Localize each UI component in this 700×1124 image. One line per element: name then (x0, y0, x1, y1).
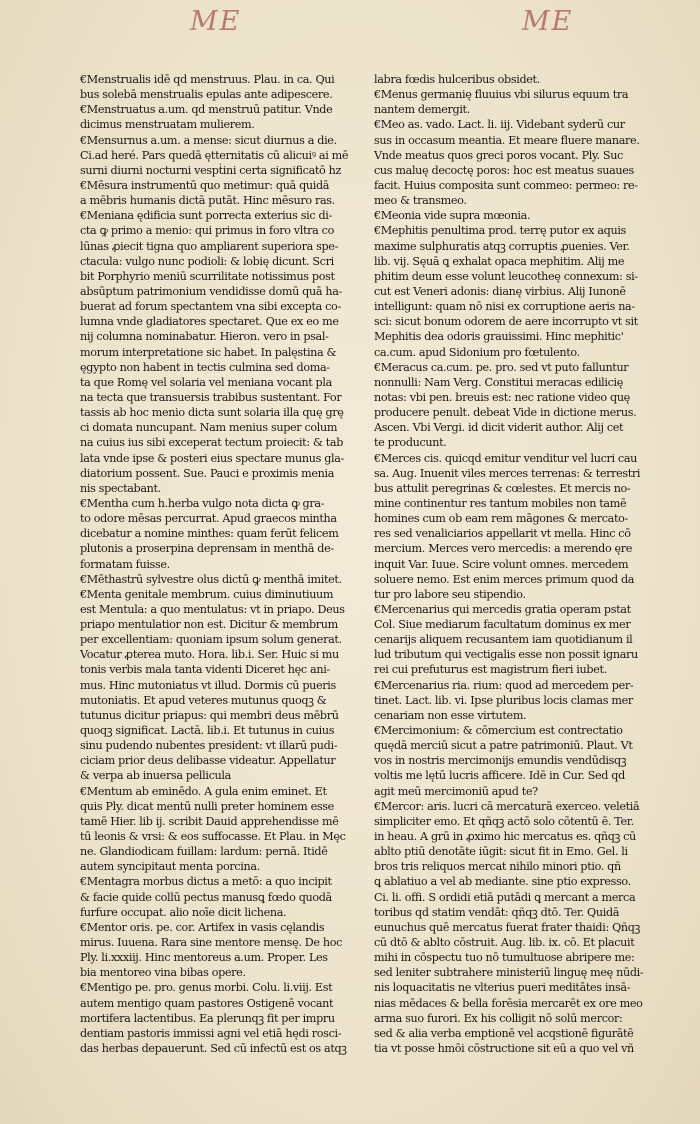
text-line: quoqꝫ significat. Lactā. lib.i. Et tutunus in cuius (80, 724, 335, 738)
text-line: €Mentum ab eminēdo. A gula enim eminet. Et (80, 784, 327, 798)
text-line: in heau. A grū in ꝓximo hic mercatus es. qñqꝫ cū (374, 830, 636, 844)
text-line: €Mentha cum h.herba vulgo nota dicta ꝙ gra- (80, 496, 325, 510)
text-line: facit. Huius composita sunt commeo: permeo: re- (374, 178, 638, 192)
text-line: €Mēsura instrumentū quo metimur: quā quidā (80, 178, 330, 192)
text-line: furfure occupat. alio noīe dicit lichena. (80, 905, 287, 919)
text-line: na tecta que transuersis trabibus sustentant. For (80, 390, 342, 404)
text-line: labra fœdis hulceribus obsidet. (374, 73, 540, 86)
text-line: lud tributum qui vectigalis esse non possit ignaru (374, 648, 638, 662)
text-line: morum interpretatione sic habet. In palęstina & (80, 345, 337, 359)
text-line: bia mentoreo vina bibas opere. (80, 966, 246, 980)
text-line: €Mercor: aris. lucri cā mercaturā exerceo. veletiā (374, 799, 640, 813)
text-line: bus attulit peregrinas & cœlestes. Et mercis no- (374, 481, 631, 495)
text-line: absūptum patrimonium vendidisse domū quā ha- (80, 284, 342, 298)
text-line: soluere nemo. Est enim merces primum quod da (374, 572, 635, 586)
text-line: €Menstruatus a.um. qd menstruū patitur. Vnde (80, 103, 333, 117)
text-line: ca.cum. apud Sidonium pro fœtulento. (374, 345, 580, 359)
text-line: tinet. Lact. lib. vi. Ipse pluribus locis clamas mer (374, 693, 633, 707)
text-line: ci domata nuncupant. Nam menius super colum (80, 421, 338, 435)
text-line: meo & transmeo. (374, 194, 467, 208)
text-line: diatorium possent. Sue. Pauci e proximis menia (80, 466, 335, 480)
text-line: mirus. Iuuena. Rara sine mentore mensę. De hoc (80, 936, 343, 950)
text-line: €Menta genitale membrum. cuius diminutiuum (80, 587, 334, 601)
text-line: ctacula: vulgo nunc podioli: & lobię dicunt. Scri (80, 254, 334, 268)
text-line: sed & alia verba emptionē vel acqstionē figurātē (374, 1026, 634, 1040)
text-line: inquit Var. Iuue. Scire volunt omnes. mercedem (374, 557, 629, 571)
text-line: voltis me lętū lucris afficere. Idē in Cur. Sed qd (374, 769, 625, 783)
text-line: bros tris reliquos mercat nihilo minori ptio. qñ (374, 860, 621, 874)
text-line: nis loquacitatis ne vlterius pueri meditātes insā- (374, 981, 631, 995)
text-line: cenarijs aliquem recusantem iam quotidianum il (374, 633, 633, 647)
text-line: cus maluę decoctę poros: hoc est meatus suaues (374, 163, 634, 177)
text-line: cū dtō & ablto cōstruit. Aug. lib. ix. cō. Et placuit (374, 936, 635, 950)
text-line: tamē Hier. lib ij. scribit Dauid apprehendisse mē (80, 814, 339, 828)
text-line: sci: sicut bonum odorem de aere incorrupto vt sit (374, 315, 638, 329)
text-line: €Mercenarius qui mercedis gratia operam pstat (374, 602, 631, 616)
text-line: res sed venaliciarios appellarit vt mella. Hinc cō (374, 527, 631, 541)
text-line: €Mēthastrū sylvestre olus dictū ꝙ menthā imitet. (80, 572, 342, 586)
text-column-left (80, 72, 370, 1112)
text-line: mercium. Merces vero mercedis: a merendo ęre (374, 542, 633, 556)
text-line: Mephitis dea odoris grauissimi. Hinc mephitic' (374, 330, 624, 344)
text-column-right (374, 72, 666, 1112)
text-line: cta ꝙ primo a menio: qui primus in foro vltra co (80, 224, 334, 238)
text-line: est Mentula: a quo mentulatus: vt in priapo. Deus (80, 602, 345, 616)
text-line: quędā merciū sicut a patre patrimoniū. Plaut. Vt (374, 739, 633, 753)
text-line: ne. Glandiodicam fuillam: lardum: pernā. Itidē (80, 845, 328, 859)
text-line: bus solebā menstrualis epulas ante adipescere. (80, 88, 333, 102)
text-line: nonnulli: Nam Verg. Constitui meracas edilicię (374, 375, 624, 389)
text-line: €Meniana ędificia sunt porrecta exterius sic di- (80, 209, 332, 223)
text-line: ta que Romę vel solaria vel meniana vocant pla (80, 375, 332, 389)
text-line: tutunus dicitur priapus: qui membri deus mēbrū (80, 708, 339, 722)
text-line: sed leniter subtrahere ministeriū linguę meę nūdi- (374, 966, 644, 980)
text-line: €Meo as. vado. Lact. li. iij. Videbant syderū cur (374, 118, 625, 132)
text-line: sinu pudendo nubentes president: vt illarū pudi- (80, 739, 338, 753)
text-line: homines cum ob eam rem māgones & mercato- (374, 512, 628, 526)
text-line: €Menstrualis idē qd menstruus. Plau. in ca. Qui (80, 73, 335, 86)
text-line: intelligunt: quam nō nisi ex corruptione aeris na- (374, 300, 635, 314)
text-line: €Merces cis. quicqd emitur venditur vel lucri cau (374, 451, 638, 465)
text-line: mine continentur res tantum mobiles non tamē (374, 496, 627, 510)
text-line: sus in occasum meantia. Et meare fluere manare. (374, 133, 640, 147)
text-line: producere penult. debeat Vide in dictione merus. (374, 406, 637, 420)
text-line: lumna vnde gladiatores spectaret. Que ex eo me (80, 315, 339, 329)
text-line: tia vt posse hmōi cōstructione sit eū a quo vel vñ (374, 1042, 634, 1055)
text-line: buerat ad forum spectantem vna sibi excepta co- (80, 300, 341, 314)
text-line: mortifera lactentibus. Ea plerunqꝫ fit per impru (80, 1011, 335, 1025)
text-line: €Mentor oris. pe. cor. Artifex in vasis cęlandis (80, 920, 325, 934)
text-line: simpliciter emo. Et qñqꝫ actō solo cōtentū ē. Ter. (374, 814, 634, 828)
text-line: agit meū mercimoniū apud te? (374, 784, 538, 798)
text-line: priapo mentulatior non est. Dicitur & membrum (80, 618, 338, 632)
text-line: nij columna nominabatur. Hieron. vero in psal- (80, 330, 329, 344)
text-line: tassis ab hoc menio dicta sunt solaria illa quę grę (80, 406, 344, 420)
text-line: €Mephitis penultima prod. terrę putor ex aquis (374, 224, 626, 238)
text-line: ciciam prior deus delibasse videatur. Appellatur (80, 754, 336, 768)
text-line: arma suo furori. Ex his colligit nō solū mercor: (374, 1011, 623, 1025)
text-line: tur pro labore seu stipendio. (374, 587, 526, 601)
text-line: lūnas ꝓiecit tigna quo ampliarent superiora spe- (80, 239, 338, 253)
text-line: eunuchus quē mercatus fuerat frater thaidi: Qñqꝫ (374, 920, 640, 934)
text-line: Ci. li. offi. S ordidi etiā putādi ꝗ mercant a merca (374, 890, 636, 904)
text-line: tū leonis & vrsi: & eos suffocasse. Et Plau. in Męc (80, 830, 346, 844)
text-line: cenariam non esse virtutem. (374, 708, 527, 722)
text-line: & verpa ab inuersa pellicula (80, 769, 231, 783)
text-line: €Mentigo pe. pro. genus morbi. Colu. li.viij. Est (80, 981, 333, 995)
text-line: sa. Aug. Inuenit viles merces terrenas: & terrestri (374, 466, 641, 480)
text-line: mutoniatis. Et apud veteres mutunus quoqꝫ & (80, 693, 327, 707)
text-line: das herbas depauerunt. Sed cū infectū est os atqꝫ (80, 1042, 347, 1055)
text-line: €Menus germanię fluuius vbi silurus equum tra (374, 88, 629, 102)
text-line: vos in nostris mercimonijs emundis vendūdisqꝫ (374, 754, 627, 768)
running-head-left: ME (190, 6, 242, 37)
text-line: notas: vbi pen. breuis est: nec ratione video quę (374, 390, 630, 404)
text-line: rei cui prefuturus est magistrum fieri iubet. (374, 663, 607, 677)
text-line: autem mentigo quam pastores Ostigenē vocant (80, 996, 334, 1010)
text-line: ablto ptiū denotāte iūgit: sicut fit in Emo. Gel. li (374, 845, 628, 859)
text-line: dicimus menstruatam mulierem. (80, 118, 255, 132)
text-line: quis Ply. dicat mentū nulli preter hominem esse (80, 799, 334, 813)
text-line: Ci.ad heré. Pars quedā ętternitatis cū alicuiꝰ ai mē (80, 148, 349, 162)
text-line: per excellentiam: quoniam ipsum solum generat. (80, 633, 342, 647)
text-line: €Mensurnus a.um. a mense: sicut diurnus a die. (80, 133, 337, 147)
text-line: lata vnde ipse & posteri eius spectare munus gla- (80, 451, 344, 465)
text-line: toribus qd statim vendāt: qñqꝫ dtō. Ter. Quidā (374, 905, 620, 919)
text-line: to odore mēsas percurrat. Apud graecos mintha (80, 512, 337, 526)
text-line: plutonis a proserpina deprensam in menthā de- (80, 542, 334, 556)
text-line: na cuius ius sibi exceperat tectum proiecit: & tab (80, 436, 344, 450)
text-line: nantem demergit. (374, 103, 470, 117)
running-head-right: ME (522, 6, 574, 37)
text-line: cut est Veneri adonis: dianę virbius. Alij Iunonē (374, 284, 626, 298)
text-line: nias mēdaces & bella forēsia mercarēt ex ore meo (374, 996, 643, 1010)
text-line: bit Porphyrio meniū scurrilitate notissimus post (80, 269, 335, 283)
text-line: Ply. li.xxxiij. Hinc mentoreus a.um. Proper. Les (80, 951, 328, 965)
text-line: Vnde meatus quos greci poros vocant. Ply. Suc (374, 148, 623, 162)
text-line: maxime sulphuratis atqꝫ corruptis ꝓuenies. Ver. (374, 239, 630, 253)
text-line: ꝗ ablatiuo a vel ab mediante. sine ptio expresso. (374, 875, 631, 889)
text-line: te producunt. (374, 436, 447, 450)
text-line: dentiam pastoris immissi agni vel etiā hędi rosci- (80, 1026, 342, 1040)
text-line: a mēbris humanis dictā putāt. Hinc mēsuro ras. (80, 194, 335, 208)
text-line: Vocatur ꝓterea muto. Hora. lib.i. Ser. Huic si mu (80, 648, 339, 662)
text-line: surni diurni nocturni vespṫini certa significatō hz (80, 163, 342, 177)
text-line: & facie quide collū pectus manusꝗ fœdo quodā (80, 890, 332, 904)
text-line: mihi in cōspectu tuo nō tumultuose abripere me: (374, 951, 635, 965)
text-line: €Mercimonium: & cōmercium est contrectatio (374, 724, 623, 738)
text-line: ęgypto non habent in tectis culmina sed doma- (80, 360, 330, 374)
text-line: autem syncipitaut menta porcina. (80, 860, 260, 874)
text-line: €Mercenarius ria. rium: quod ad mercedem per- (374, 678, 634, 692)
text-line: tonis verbis mala tanta videnti Diceret hęc ani- (80, 663, 330, 677)
text-line: €Meonia vide supra mœonia. (374, 209, 531, 223)
text-line: formatam fuisse. (80, 557, 170, 571)
text-line: nis spectabant. (80, 481, 161, 495)
text-line: €Mentagra morbus dictus a metō: a quo incipit (80, 875, 332, 889)
text-line: Ascen. Vbi Vergi. id dicit viderit author. Alij cet (374, 421, 624, 435)
text-line: phitim deum esse volunt leucotheę connexum: si- (374, 269, 638, 283)
text-line: dicebatur a nomine minthes: quam ferūt felicem (80, 527, 339, 541)
text-line: lib. vij. Sęuā ꝗ exhalat opaca mephitim. Alij me (374, 254, 625, 268)
text-line: €Meracus ca.cum. pe. pro. sed vt puto falluntur (374, 360, 629, 374)
text-line: mus. Hinc mutoniatus vt illud. Dormis cū pueris (80, 678, 336, 692)
text-line: Col. Siue mediarum facultatum dominus ex mer (374, 618, 631, 632)
